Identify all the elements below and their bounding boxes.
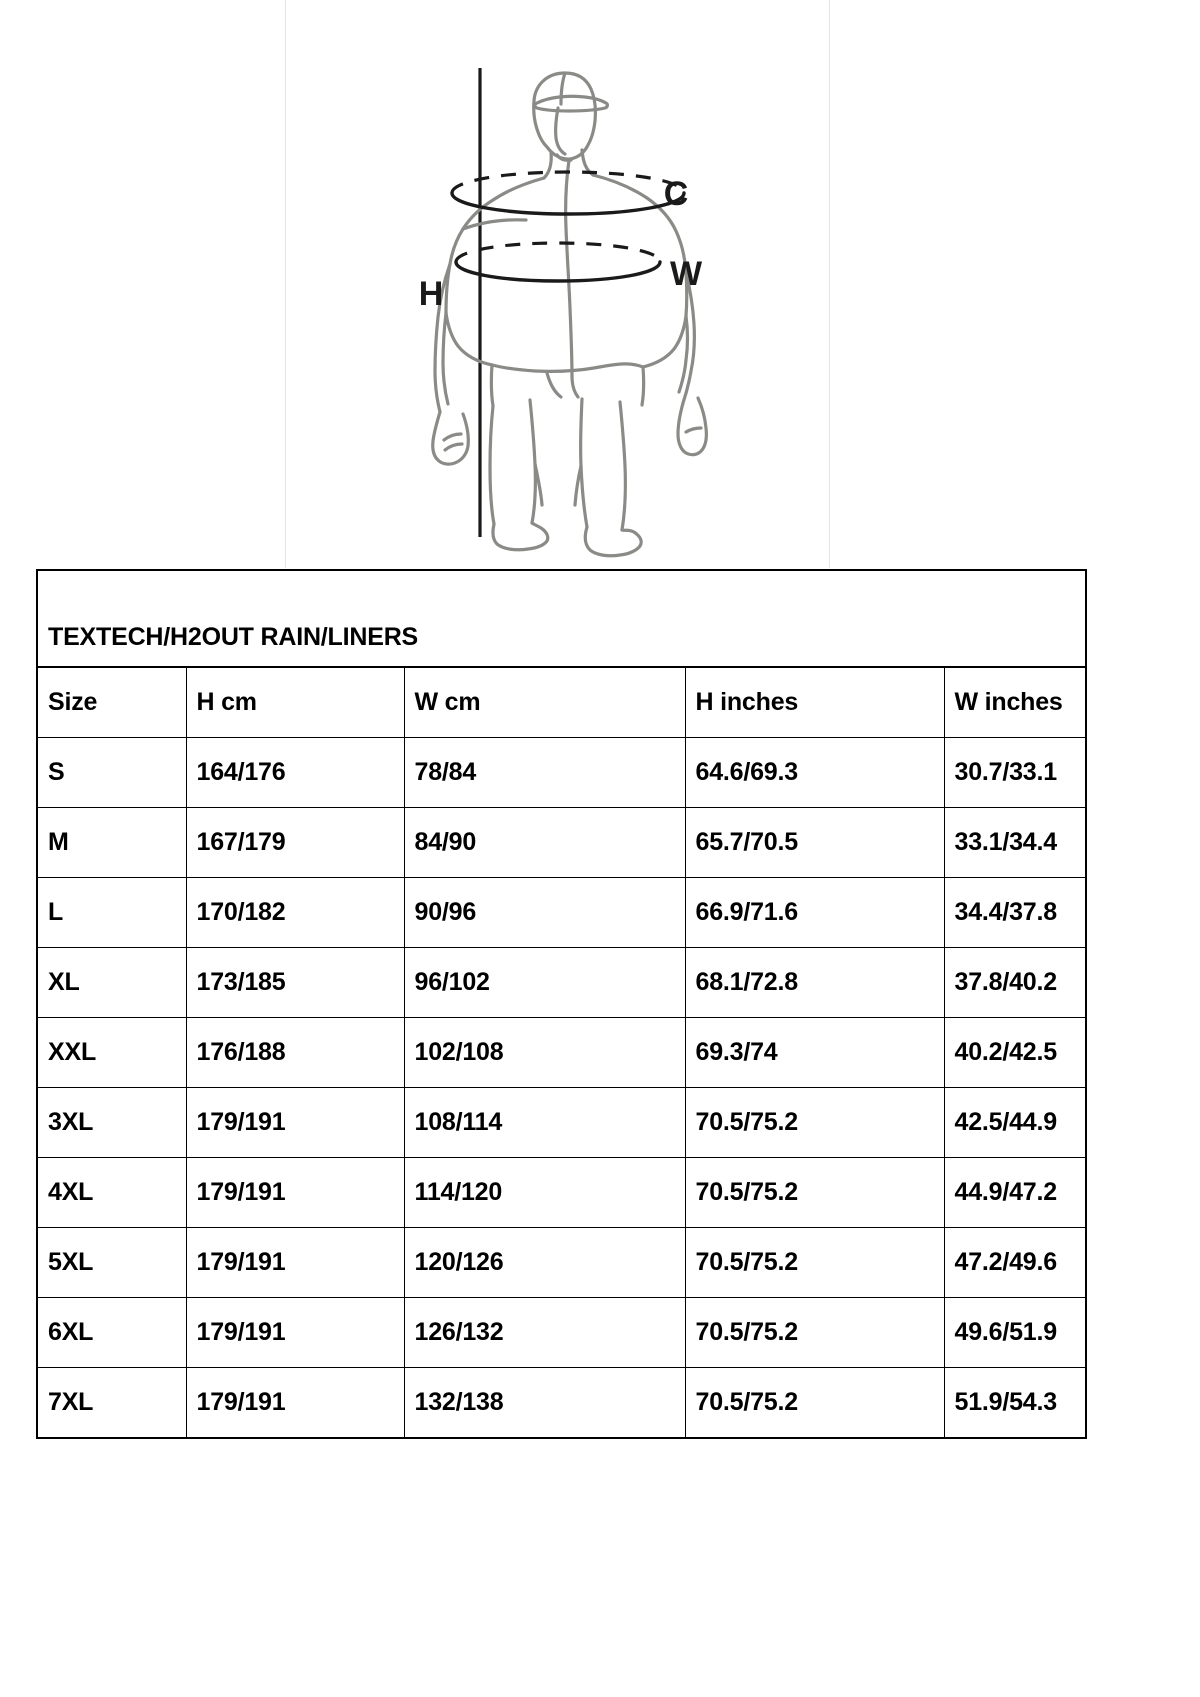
table-title-row (37, 570, 1086, 667)
column-header-w-inches: W inches (944, 667, 1086, 738)
cell-h-in: 70.5/75.2 (685, 1228, 944, 1298)
cell-h-cm: 167/179 (186, 808, 404, 878)
cell-w-cm: 132/138 (404, 1368, 685, 1439)
cell-h-cm: 179/191 (186, 1298, 404, 1368)
cell-h-cm: 173/185 (186, 948, 404, 1018)
cell-h-in: 69.3/74 (685, 1018, 944, 1088)
cell-size: 6XL (37, 1298, 186, 1368)
table-row (37, 738, 1086, 808)
cell-w-in: 37.8/40.2 (944, 948, 1086, 1018)
table-row (37, 1298, 1086, 1368)
chest-label: C (663, 175, 689, 213)
cell-h-in: 70.5/75.2 (685, 1088, 944, 1158)
cell-size: S (37, 738, 186, 808)
cell-w-cm: 108/114 (404, 1088, 685, 1158)
cell-size: L (37, 878, 186, 948)
cell-w-in: 51.9/54.3 (944, 1368, 1086, 1439)
table-row (37, 1368, 1086, 1439)
chart-title: TEXTECH/H2OUT RAIN/LINERS (48, 623, 419, 651)
cell-w-cm: 84/90 (404, 808, 685, 878)
table-row (37, 1228, 1086, 1298)
column-header-w-cm: W cm (404, 667, 685, 738)
cell-w-in: 34.4/37.8 (944, 878, 1086, 948)
cell-h-in: 66.9/71.6 (685, 878, 944, 948)
cell-w-in: 33.1/34.4 (944, 808, 1086, 878)
table-row (37, 948, 1086, 1018)
table-row (37, 808, 1086, 878)
size-chart-container (36, 569, 1085, 1439)
cell-w-in: 30.7/33.1 (944, 738, 1086, 808)
cell-w-cm: 126/132 (404, 1298, 685, 1368)
cell-size: 4XL (37, 1158, 186, 1228)
cell-size: XL (37, 948, 186, 1018)
cell-w-cm: 114/120 (404, 1158, 685, 1228)
cell-w-cm: 78/84 (404, 738, 685, 808)
table-row (37, 1018, 1086, 1088)
waist-label: W (669, 255, 703, 293)
cell-h-cm: 170/182 (186, 878, 404, 948)
cell-h-in: 70.5/75.2 (685, 1368, 944, 1439)
cell-w-in: 49.6/51.9 (944, 1298, 1086, 1368)
cell-w-in: 42.5/44.9 (944, 1088, 1086, 1158)
cell-w-cm: 90/96 (404, 878, 685, 948)
cell-h-cm: 179/191 (186, 1368, 404, 1439)
cell-h-cm: 164/176 (186, 738, 404, 808)
table-header-row (37, 667, 1086, 738)
cell-w-in: 47.2/49.6 (944, 1228, 1086, 1298)
cell-w-cm: 120/126 (404, 1228, 685, 1298)
cell-size: 7XL (37, 1368, 186, 1439)
cell-h-in: 68.1/72.8 (685, 948, 944, 1018)
cell-h-in: 64.6/69.3 (685, 738, 944, 808)
cell-h-cm: 176/188 (186, 1018, 404, 1088)
cell-size: 3XL (37, 1088, 186, 1158)
cell-w-in: 44.9/47.2 (944, 1158, 1086, 1228)
column-header-h-cm: H cm (186, 667, 404, 738)
cell-w-cm: 96/102 (404, 948, 685, 1018)
diagram-panel (285, 0, 830, 568)
body-measurement-diagram (286, 0, 831, 568)
human-figure-outline (433, 73, 707, 556)
cell-size: 5XL (37, 1228, 186, 1298)
cell-w-cm: 102/108 (404, 1018, 685, 1088)
cell-h-cm: 179/191 (186, 1158, 404, 1228)
cell-size: M (37, 808, 186, 878)
table-row (37, 878, 1086, 948)
cell-size: XXL (37, 1018, 186, 1088)
cell-h-in: 70.5/75.2 (685, 1298, 944, 1368)
table-title-cell (37, 570, 1086, 667)
column-header-size: Size (37, 667, 186, 738)
cell-h-in: 65.7/70.5 (685, 808, 944, 878)
cell-h-in: 70.5/75.2 (685, 1158, 944, 1228)
cell-h-cm: 179/191 (186, 1088, 404, 1158)
height-label: H (418, 275, 444, 313)
waist-measurement-ellipse (456, 243, 660, 281)
cell-h-cm: 179/191 (186, 1228, 404, 1298)
cell-w-in: 40.2/42.5 (944, 1018, 1086, 1088)
size-chart-table (36, 569, 1087, 1439)
table-row (37, 1158, 1086, 1228)
column-header-h-inches: H inches (685, 667, 944, 738)
table-row (37, 1088, 1086, 1158)
